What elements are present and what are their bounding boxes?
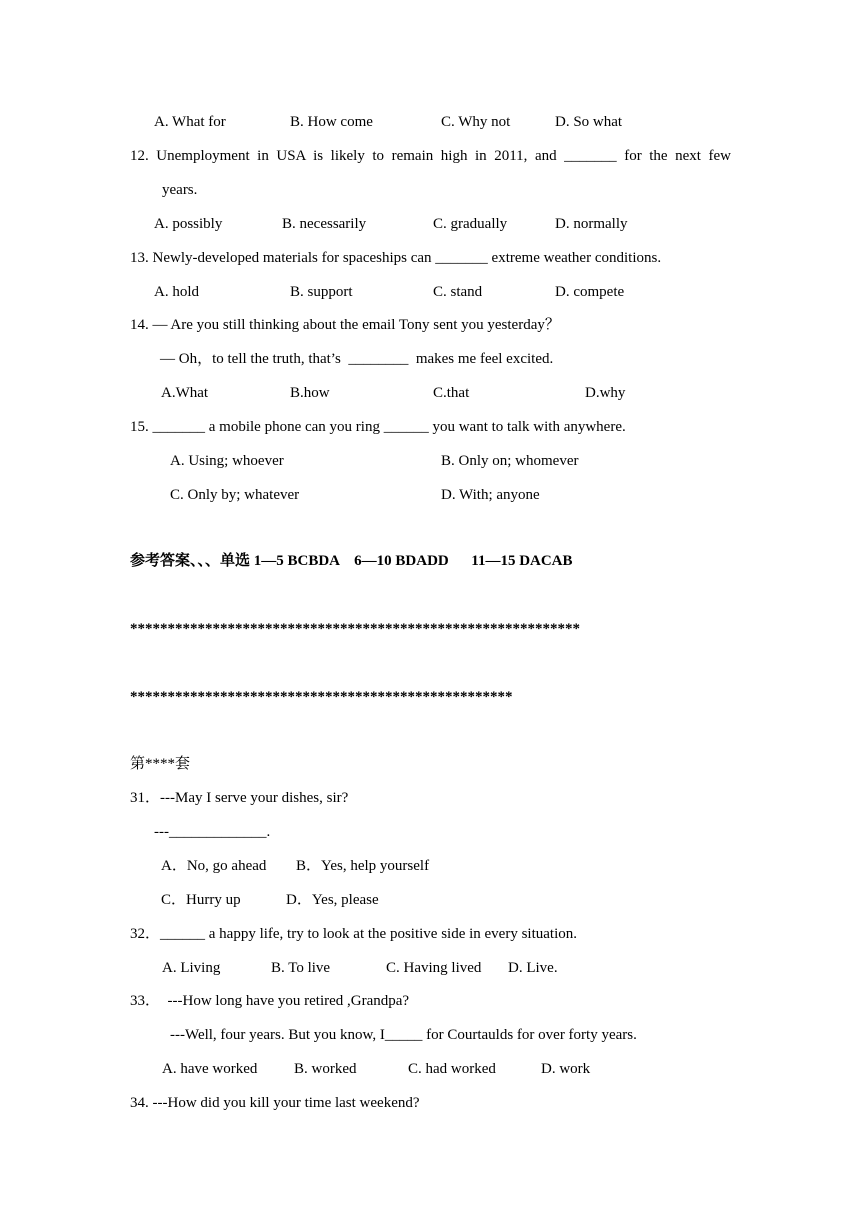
q31-reply: ---_____________. [154, 824, 271, 840]
q32-option-c: C. Having lived [386, 960, 482, 976]
q11-option-b: B. How come [290, 114, 373, 130]
q11-option-a: A. What for [154, 114, 226, 130]
q34-stem: 34. ---How did you kill your time last weekend? [130, 1095, 420, 1111]
q12-stem-line2: years. [162, 182, 198, 198]
q14-option-c: C.that [433, 385, 470, 401]
q31-stem: 31．---May I serve your dishes, sir? [130, 790, 349, 806]
q13-stem: 13. Newly-developed materials for spaceships can _______ extreme weather conditions. [130, 250, 662, 266]
q15-option-a: A. Using; whoever [170, 453, 284, 469]
q12-option-b: B. necessarily [282, 216, 367, 232]
q33-option-a: A. have worked [162, 1061, 258, 1077]
q31-option-b: B．Yes, help yourself [296, 858, 430, 874]
q14-option-a: A.What [161, 385, 209, 401]
q32-option-d: D. Live. [508, 960, 558, 976]
q12-option-d: D. normally [555, 216, 628, 232]
q33-option-c: C. had worked [408, 1061, 496, 1077]
q15-option-c: C. Only by; whatever [170, 487, 300, 503]
q31-option-a: A．No, go ahead [161, 858, 267, 874]
q31-option-d: D．Yes, please [286, 892, 379, 908]
q11-option-c: C. Why not [441, 114, 511, 130]
separator-stars-2: *************************************************** [130, 689, 513, 705]
q14-option-b: B.how [290, 385, 330, 401]
q13-option-d: D. compete [555, 284, 625, 300]
q12-option-c: C. gradually [433, 216, 508, 232]
q14-reply: — Oh，to tell the truth, that’s ________ makes me feel excited. [160, 351, 554, 367]
q14-stem: 14. — Are you still thinking about the email Tony sent you yesterday？ [130, 317, 560, 333]
q32-option-b: B. To live [271, 960, 331, 976]
q15-option-b: B. Only on; whomever [441, 453, 579, 469]
q14-option-d: D.why [585, 385, 626, 401]
q11-option-d: D. So what [555, 114, 623, 130]
q12-stem-line1: 12. Unemployment in USA is likely to remain high in 2011, and _______ for the next few [130, 148, 731, 164]
q12-option-a: A. possibly [154, 216, 223, 232]
q13-option-a: A. hold [154, 284, 199, 300]
q15-stem: 15. _______ a mobile phone can you ring ______ you want to talk with anywhere. [130, 419, 626, 435]
q32-stem: 32．______ a happy life, try to look at the positive side in every situation. [130, 926, 578, 942]
q13-option-c: C. stand [433, 284, 483, 300]
q15-option-d: D. With; anyone [441, 487, 540, 503]
separator-stars-1: ************************************************************ [130, 621, 580, 637]
q32-option-a: A. Living [162, 960, 221, 976]
q33-option-b: B. worked [294, 1061, 357, 1077]
set-heading: 第****套 [130, 756, 191, 772]
answer-key: 参考答案、、、单选 1—5 BCBDA 6—10 BDADD 11—15 DACAB [130, 553, 573, 569]
q33-option-d: D. work [541, 1061, 591, 1077]
q31-option-c: C．Hurry up [161, 892, 241, 908]
q13-option-b: B. support [290, 284, 353, 300]
q33-reply: ---Well, four years. But you know, I_____ for Courtaulds for over forty years. [170, 1027, 637, 1043]
q33-stem: 33． ---How long have you retired ,Grandpa? [130, 993, 410, 1009]
